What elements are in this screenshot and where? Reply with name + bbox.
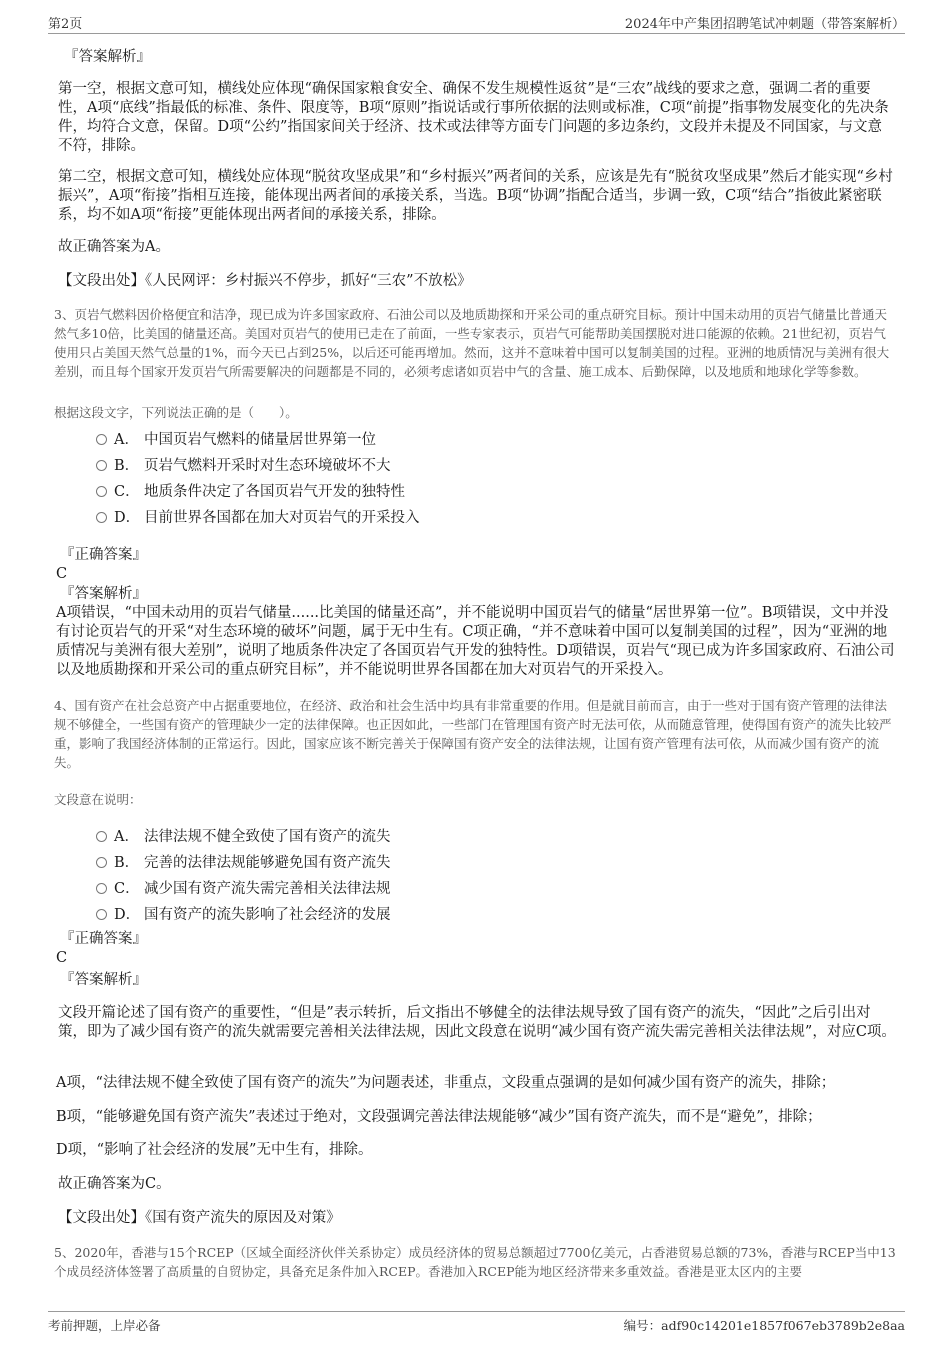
q2-analysis-label: 『答案解析』	[64, 49, 151, 65]
radio-icon[interactable]	[96, 857, 107, 868]
q4-analysis-para3: B项，“能够避免国有资产流失”表述过于绝对，文段强调完善法律法规能够“减少”国有资产流失，而不是“避免”，排除；	[56, 1109, 822, 1125]
q3-prompt: 根据这段文字，下列说法正确的是（ ）。	[54, 405, 298, 420]
q5-question-text: 5、2020年，香港与15个RCEP（区域全面经济伙伴关系协定）成员经济体的贸易总额超过7700亿美元，占香港贸易总额的73%，香港与RCEP当中13个成员经济体签署了高质量的自贸协定，具备充足条件加入RCEP。香港加入RCEP能为地区经济带来多重效益。香港是亚太区内的主要	[54, 1245, 896, 1279]
page-footer	[48, 1311, 905, 1337]
q3-question-text: 3、页岩气燃料因价格便宜和洁净，现已成为许多国家政府、石油公司以及地质勘探和开采公司的重点研究目标。预计中国未动用的页岩气储量比普通天然气多10倍，比美国的储量还高。美国对页岩气的使用已走在了前面，一些专家表示，页岩气可能帮助美国摆脱对进口能源的依赖。21世纪初，页岩气使用只占美国天然气总量的1%，而今天已占到25%，以后还可能再增加。然而，这并不意味着中国可以复制美国的过程。亚洲的地质情况与美洲有很大差别，而且每个国家开发页岩气所需要解决的问题都是不同的，必须考虑诸如页岩中气的含量、施工成本、后勤保障，以及地质和地球化学等参数。	[54, 307, 890, 379]
q4-question-text: 4、国有资产在社会总资产中占据重要地位，在经济、政治和社会生活中均具有非常重要的作用。但是就目前而言，由于一些对于国有资产管理的法律法规不够健全，一些国有资产的管理缺少一定的法律保障。也正因如此，一些部门在管理国有资产时无法可依，从而随意管理，使得国有资产的流失比较严重，影响了我国经济体制的正常运行。因此，国家应该不断完善关于保障国有资产安全的法律法规，让国有资产管理有法可依，从而减少国有资产的流失。	[54, 698, 892, 770]
q3-option-d[interactable]: D． 目前世界各国都在加大对页岩气的开采投入	[96, 506, 420, 527]
q4-option-d[interactable]: D． 国有资产的流失影响了社会经济的发展	[96, 903, 391, 924]
footer-serial: 编号：adf90c14201e1857f067eb3789b2e8aa	[623, 1318, 905, 1333]
page-header	[48, 13, 905, 34]
q2-analysis-para1: 第一空，根据文意可知，横线处应体现“确保国家粮食安全、确保不发生规模性返贫”是“三农”战线的要求之意，强调二者的重要性，A项“底线”指最低的标准、条件、限度等，B项“原则”指说话或行事所依据的法则或标准，C项“前提”指事物发展变化的先决条件，均符合文意，保留。D项“公约”指国家间关于经济、技术或法律等方面专门问题的多边条约，文段并未提及不同国家，与文意不符，排除。	[58, 81, 889, 154]
radio-icon[interactable]	[96, 512, 107, 523]
q3-option-b[interactable]: B． 页岩气燃料开采时对生态环境破坏不大	[96, 454, 391, 475]
q4-answer: C	[56, 950, 68, 966]
q3-option-a[interactable]: A． 中国页岩气燃料的储量居世界第一位	[96, 428, 376, 449]
q4-analysis-label: 『答案解析』	[60, 972, 147, 988]
q2-analysis-para2: 第二空，根据文意可知，横线处应体现“脱贫攻坚成果”和“乡村振兴”两者间的关系，应该是先有“脱贫攻坚成果”然后才能实现“乡村振兴”，A项“衔接”指相互连接，能体现出两者间的承接关系，当选。B项“协调”指配合适当，步调一致，C项“结合”指彼此紧密联系，均不如A项“衔接”更能体现出两者间的承接关系，排除。	[58, 169, 893, 223]
q4-option-a[interactable]: A． 法律法规不健全致使了国有资产的流失	[96, 825, 391, 846]
radio-icon[interactable]	[96, 434, 107, 445]
q4-analysis-para4: D项，“影响了社会经济的发展”无中生有，排除。	[56, 1142, 373, 1158]
q4-analysis-para2: A项，“法律法规不健全致使了国有资产的流失”为问题表述，非重点，文段重点强调的是如何减少国有资产的流失，排除；	[56, 1075, 836, 1091]
q4-option-b[interactable]: B． 完善的法律法规能够避免国有资产流失	[96, 851, 391, 872]
footer-slogan: 考前押题，上岸必备	[48, 1318, 161, 1333]
radio-icon[interactable]	[96, 486, 107, 497]
q4-prompt: 文段意在说明：	[54, 792, 142, 807]
radio-icon[interactable]	[96, 460, 107, 471]
q3-analysis: A项错误，“中国未动用的页岩气储量......比美国的储量还高”，并不能说明中国页岩气的储量“居世界第一位”。B项错误，文中并没有讨论页岩气的开采“对生态环境的破坏”问题，属于无中生有。C项正确，“并不意味着中国可以复制美国的过程”，因为“亚洲的地质情况与美洲有很大差别”，说明了地质条件决定了各国页岩气开发的独特性。D项错误，页岩气“现已成为许多国家政府、石油公司以及地质勘探和开采公司的重点研究目标”，并不能说明世界各国都在加大对页岩气的开采投入。	[56, 605, 895, 678]
q3-analysis-label: 『答案解析』	[60, 586, 147, 602]
q4-analysis-para1: 文段开篇论述了国有资产的重要性，“但是”表示转折，后文指出不够健全的法律法规导致了国有资产的流失，“因此”之后引出对策，即为了减少国有资产的流失就需要完善相关法律法规，因此文段意在说明“减少国有资产流失需完善相关法律法规”，对应C项。	[58, 1005, 896, 1040]
q4-conclusion: 故正确答案为C。	[58, 1176, 171, 1192]
radio-icon[interactable]	[96, 883, 107, 894]
q3-answer-label: 『正确答案』	[60, 547, 147, 563]
q2-source: 【文段出处】《人民网评：乡村振兴不停步，抓好“三农”不放松》	[58, 273, 472, 289]
document-title: 2024年中产集团招聘笔试冲刺题（带答案解析）	[624, 17, 905, 32]
q4-source: 【文段出处】《国有资产流失的原因及对策》	[58, 1210, 341, 1226]
radio-icon[interactable]	[96, 831, 107, 842]
q3-option-c[interactable]: C． 地质条件决定了各国页岩气开发的独特性	[96, 480, 405, 501]
q3-answer: C	[56, 566, 68, 582]
page-number: 第2页	[48, 17, 83, 32]
q4-option-c[interactable]: C． 减少国有资产流失需完善相关法律法规	[96, 877, 391, 898]
radio-icon[interactable]	[96, 909, 107, 920]
q4-answer-label: 『正确答案』	[60, 931, 147, 947]
q2-conclusion: 故正确答案为A。	[58, 239, 170, 255]
